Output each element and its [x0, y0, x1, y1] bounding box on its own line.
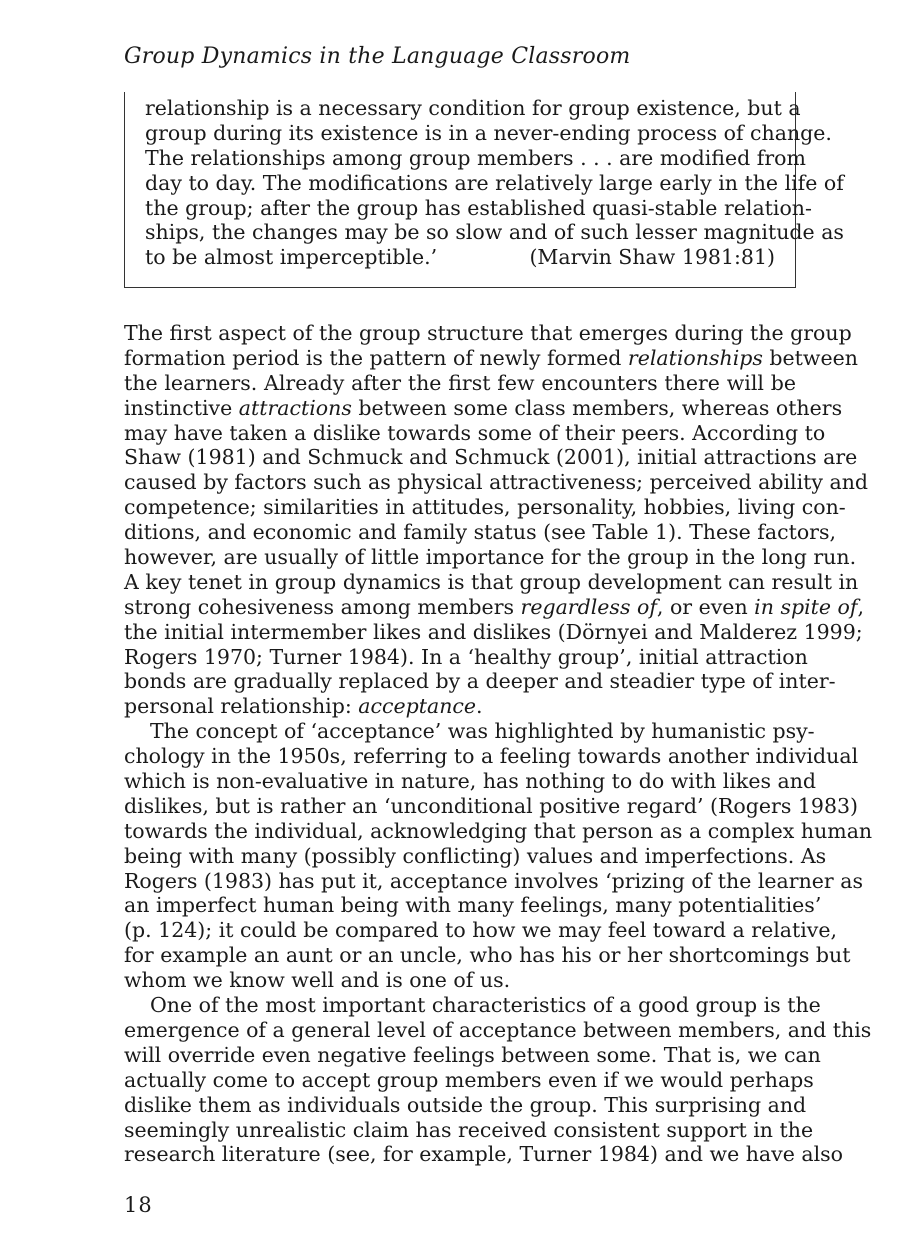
- text-line: an imperfect human being with many feelings, many potentialities’: [124, 893, 822, 918]
- block-quote: [124, 92, 844, 288]
- text-span: ,: [857, 594, 864, 619]
- text-line: seemingly unrealistic claim has received consistent support in the: [124, 1117, 814, 1142]
- italic-term: relationships: [627, 345, 763, 370]
- text-line: [124, 345, 858, 371]
- text-line: dislikes, but is rather an ‘unconditional positive regard’ (Rogers 1983): [124, 793, 859, 818]
- text-line: Rogers 1970; Turner 1984). In a ‘healthy group’, initial attraction: [124, 644, 808, 669]
- quote-line: ships, the changes may be so slow and of such lesser magnitude as: [145, 220, 844, 245]
- text-line: competence; similarities in attitudes, personality, hobbies, living con-: [124, 495, 846, 520]
- text-span: between: [762, 345, 858, 370]
- quote-citation: (Marvin Shaw 1981:81): [529, 245, 775, 270]
- body-text: [124, 321, 873, 1167]
- text-line: bonds are gradually replaced by a deeper and steadier type of inter-: [124, 669, 836, 694]
- text-span: , or even: [656, 594, 755, 619]
- paragraph: [124, 321, 869, 719]
- quote-line: the group; after the group has established quasi-stable relation-: [145, 195, 812, 220]
- text-span: instinctive: [124, 395, 239, 420]
- text-line: dislike them as individuals outside the group. This surprising and: [124, 1092, 807, 1117]
- text-line: actually come to accept group members even if we would perhaps: [124, 1067, 814, 1092]
- text-line: (p. 124); it could be compared to how we may feel toward a relative,: [124, 918, 838, 943]
- text-line: whom we know well and is one of us.: [124, 968, 511, 993]
- text-line: caused by factors such as physical attractiveness; perceived ability and: [124, 470, 869, 495]
- italic-term: acceptance: [358, 694, 477, 719]
- text-span: formation period is the pattern of newly formed: [124, 345, 628, 370]
- quote-line: The relationships among group members . . . are modified from: [145, 145, 806, 170]
- text-line: A key tenet in group dynamics is that group development can result in: [124, 569, 859, 594]
- quote-line: relationship is a necessary condition for group existence, but a: [145, 96, 801, 120]
- text-line: emergence of a general level of acceptance between members, and this: [124, 1017, 872, 1042]
- text-line: however, are usually of little importance for the group in the long run.: [124, 545, 857, 570]
- text-span: between some class members, whereas others: [351, 395, 843, 420]
- italic-term: regardless of: [520, 594, 657, 619]
- text-line: being with many (possibly conflicting) values and imperfections. As: [124, 843, 827, 868]
- page-number: 18: [124, 1193, 153, 1217]
- text-span: personal relationship:: [124, 694, 359, 719]
- quote-line: to be almost imperceptible.’: [145, 245, 438, 270]
- text-line: [124, 594, 864, 620]
- text-line: Shaw (1981) and Schmuck and Schmuck (2001), initial attractions are: [124, 445, 858, 470]
- text-span: .: [476, 694, 483, 719]
- quote-last-line: [145, 245, 775, 270]
- italic-term: in spite of: [754, 594, 858, 619]
- text-line: research literature (see, for example, Turner 1984) and we have also: [124, 1142, 844, 1167]
- text-line: the learners. Already after the first few encounters there will be: [124, 370, 796, 395]
- text-line: towards the individual, acknowledging that person as a complex human: [124, 818, 873, 843]
- text-span: strong cohesiveness among members: [124, 594, 521, 619]
- text-line: will override even negative feelings between some. That is, we can: [124, 1042, 821, 1067]
- text-line: The first aspect of the group structure that emerges during the group: [124, 321, 852, 345]
- italic-term: attractions: [238, 395, 352, 420]
- text-line: chology in the 1950s, referring to a feeling towards another individual: [124, 744, 859, 769]
- quote-line: group during its existence is in a never-ending process of change.: [145, 120, 832, 145]
- text-line: [124, 395, 843, 421]
- quote-line: day to day. The modifications are relatively large early in the life of: [145, 170, 844, 195]
- text-line: Rogers (1983) has put it, acceptance involves ‘prizing of the learner as: [124, 868, 863, 893]
- block-quote-text: [145, 96, 844, 270]
- text-line: which is non-evaluative in nature, has nothing to do with likes and: [124, 769, 817, 794]
- text-line: ditions, and economic and family status (see Table 1). These factors,: [124, 520, 836, 545]
- text-line: may have taken a dislike towards some of their peers. According to: [124, 420, 826, 445]
- text-line: for example an aunt or an uncle, who has his or her shortcomings but: [124, 943, 851, 968]
- text-line: the initial intermember likes and dislikes (Dörnyei and Malderez 1999;: [124, 619, 863, 644]
- text-line: One of the most important characteristics of a good group is the: [150, 993, 821, 1018]
- text-line: The concept of ‘acceptance’ was highlighted by humanistic psy-: [150, 719, 815, 744]
- paragraph: [124, 719, 873, 993]
- paragraph: [124, 993, 872, 1167]
- running-head: Group Dynamics in the Language Classroom: [124, 44, 631, 69]
- text-line: [124, 694, 796, 719]
